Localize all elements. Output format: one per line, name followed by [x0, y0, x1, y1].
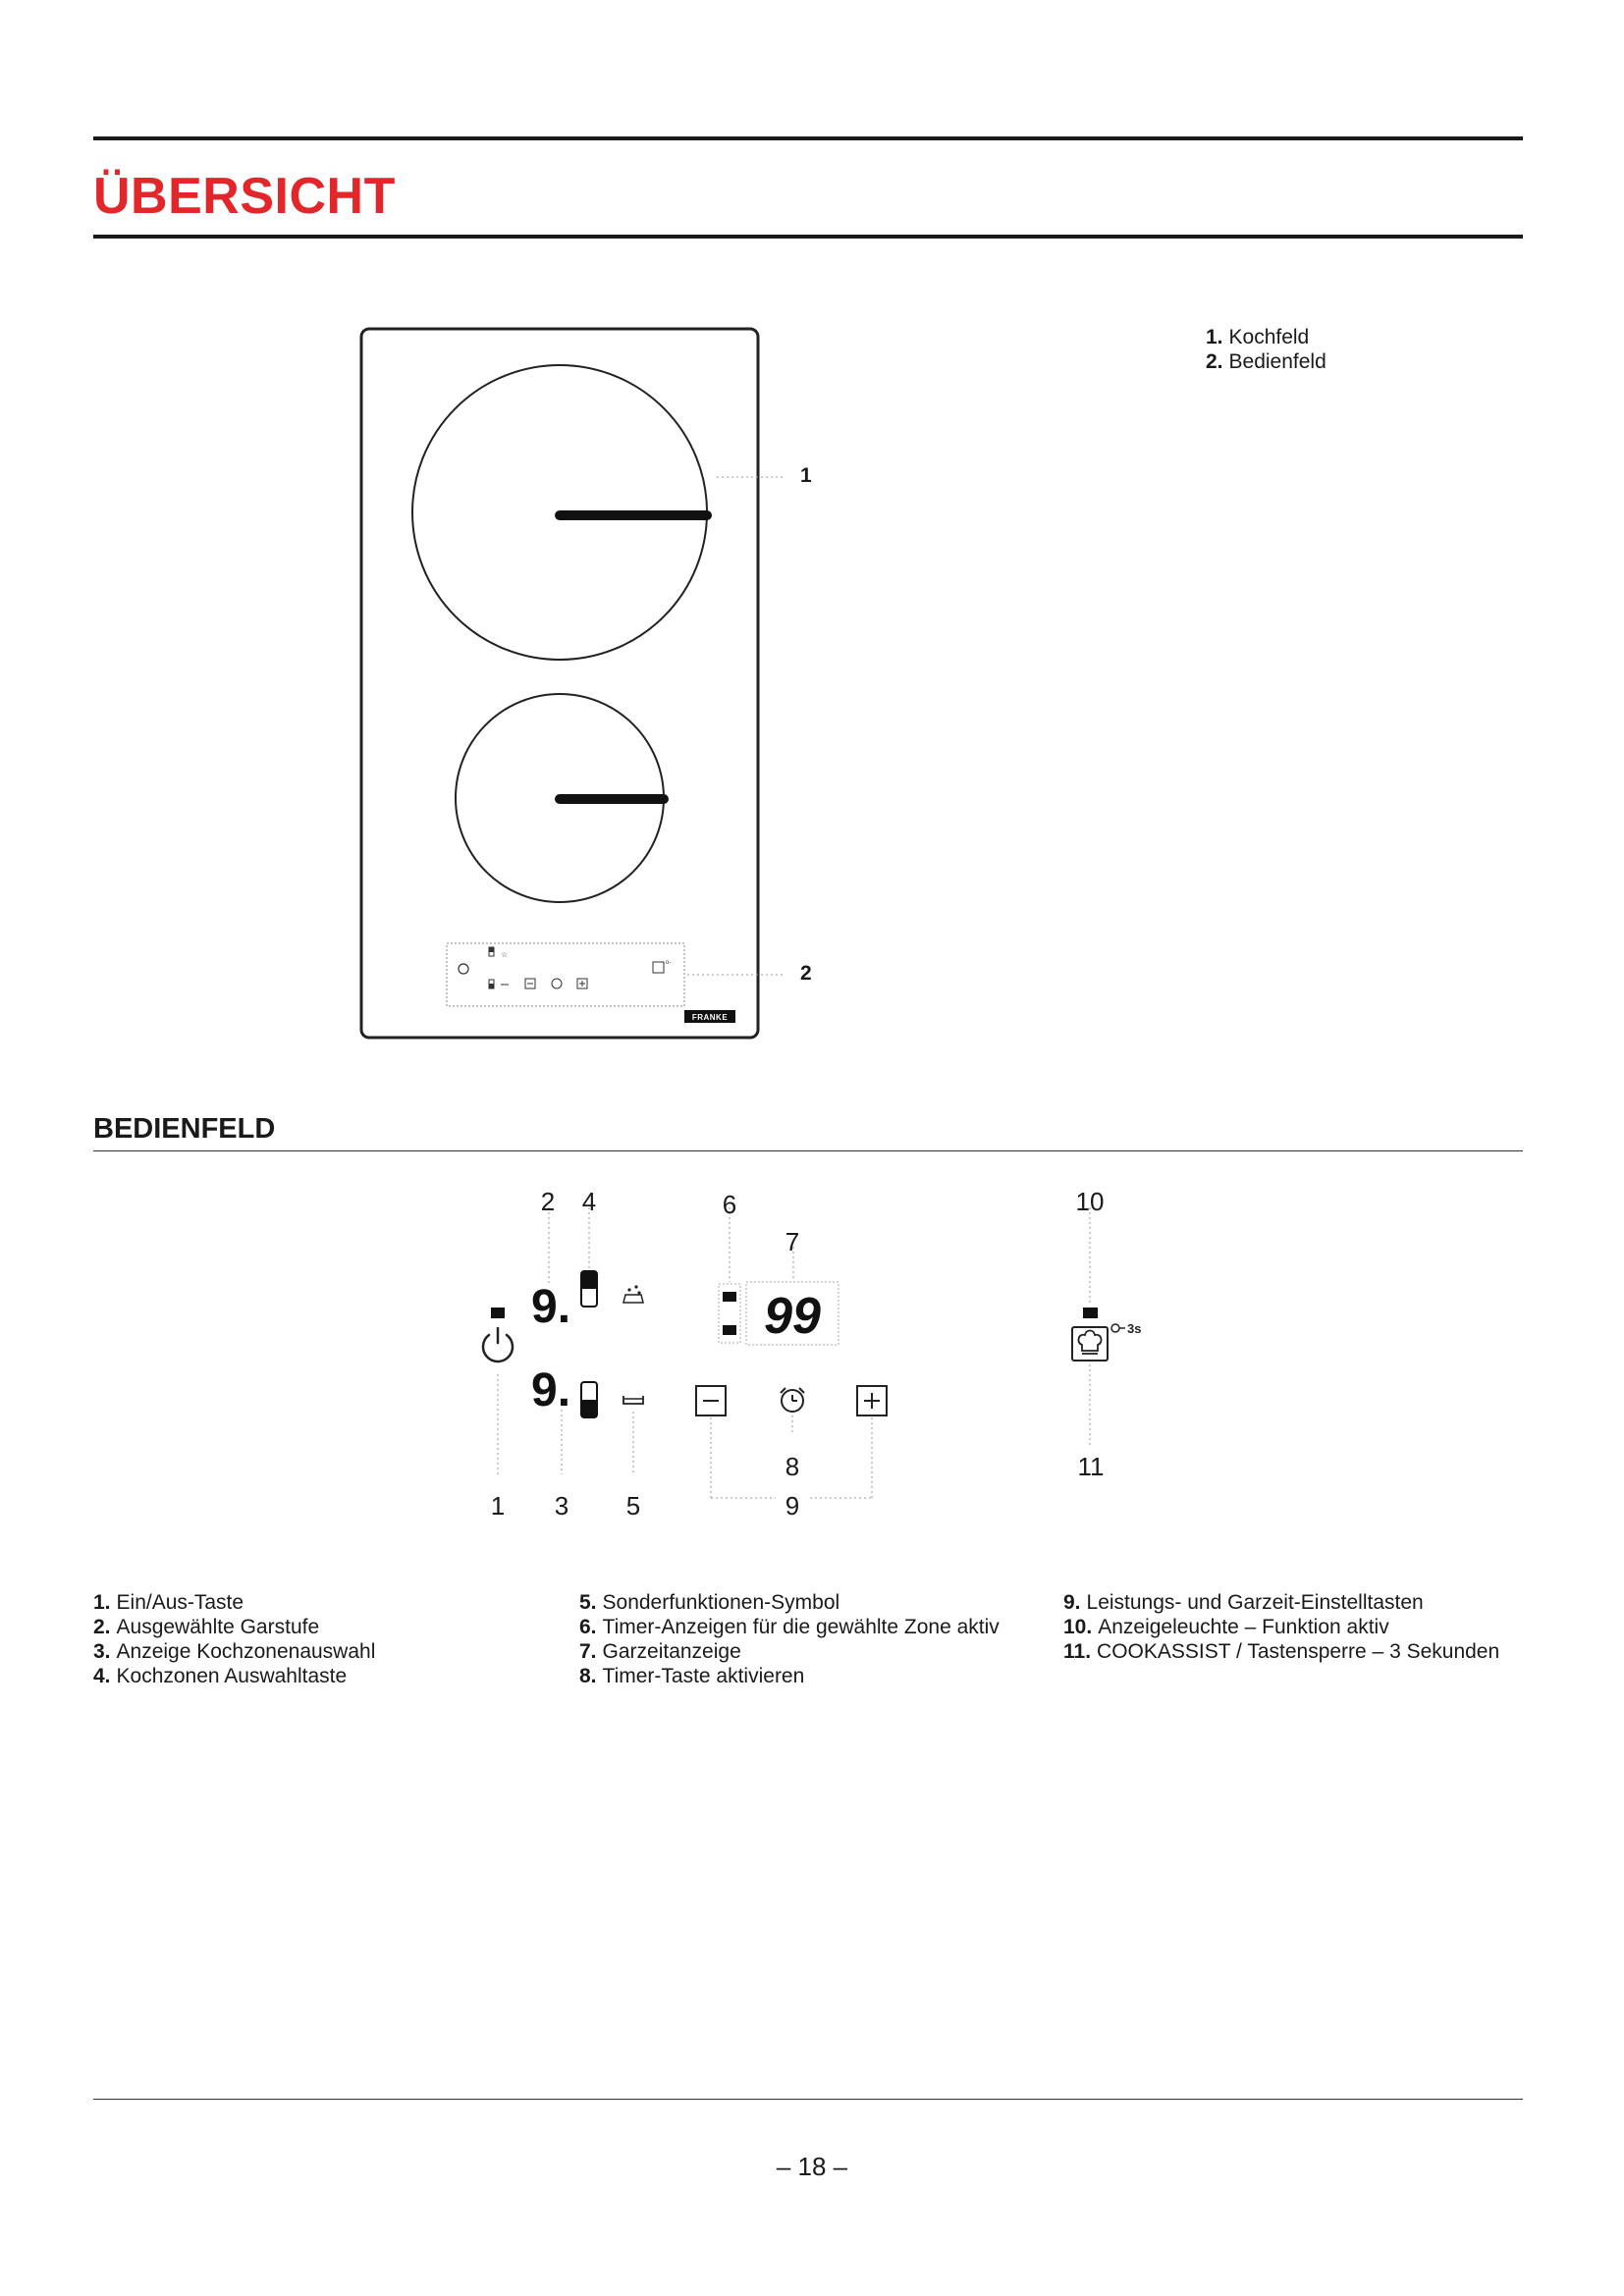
- legend-item: 4. Kochzonen Auswahltaste: [93, 1665, 348, 1687]
- mini-panel-outline: [447, 943, 684, 1006]
- legend-item: 2. Ausgewählte Garstufe: [93, 1616, 320, 1638]
- svg-text:o-: o-: [666, 960, 672, 966]
- top-rule: [93, 136, 1523, 140]
- cookassist-hold-time: 3s: [1127, 1321, 1142, 1336]
- label-number-1: 1: [490, 1491, 506, 1521]
- page-number: – 18 –: [776, 2152, 848, 2181]
- label-number-5: 5: [625, 1491, 641, 1521]
- key-lock-icon: [1111, 1324, 1125, 1332]
- label-number-8: 8: [785, 1452, 800, 1481]
- control-panel-diagram: [452, 1168, 1159, 1541]
- overview-legend: [1206, 325, 1326, 374]
- legend-item: 2. Bedienfeld: [1206, 350, 1326, 373]
- legend-item: 10. Anzeigeleuchte – Funktion aktiv: [1063, 1616, 1389, 1638]
- legend-item: 3. Anzeige Kochzonenauswahl: [93, 1640, 376, 1663]
- label-number-6: 6: [722, 1190, 737, 1219]
- legend-item: 8. Timer-Taste aktivieren: [579, 1665, 805, 1687]
- label-number-7: 7: [785, 1227, 800, 1256]
- control-legend-col2: [579, 1590, 1000, 1688]
- legend-item: 5. Sonderfunktionen-Symbol: [579, 1591, 840, 1614]
- label-number-9: 9: [785, 1491, 800, 1521]
- footer-rule: [93, 2099, 1523, 2100]
- section-title: BEDIENFELD: [93, 1113, 276, 1145]
- legend-item: 11. COOKASSIST / Tastensperre – 3 Sekunden: [1063, 1640, 1500, 1663]
- label-number-10: 10: [1075, 1187, 1105, 1216]
- title-underline: [93, 235, 1523, 239]
- cookassist-indicator-led: [1083, 1308, 1098, 1318]
- timer-display: 99: [764, 1288, 821, 1345]
- mini-timer-icon: [552, 979, 562, 988]
- label-number-2: 2: [540, 1187, 556, 1216]
- power-icon: [483, 1328, 513, 1362]
- legend-item: 7. Garzeitanzeige: [579, 1640, 741, 1663]
- page-title: ÜBERSICHT: [93, 168, 396, 225]
- mini-cookassist-key: [653, 962, 664, 973]
- mini-power-icon: [459, 964, 468, 974]
- special-function-icon-bottom: [623, 1396, 643, 1404]
- mini-special-icon-top: ☆: [501, 950, 509, 959]
- legend-item: 9. Leistungs- und Garzeit-Einstelltasten: [1063, 1591, 1424, 1614]
- callout-2: 2: [800, 962, 812, 985]
- timer-key-icon: [781, 1388, 804, 1412]
- timer-zone-led-top: [723, 1292, 736, 1302]
- section-underline: [93, 1150, 1523, 1151]
- cooktop-outline: [361, 329, 758, 1038]
- power-indicator-led: [491, 1308, 505, 1318]
- label-number-3: 3: [554, 1491, 569, 1521]
- control-legend-col3: [1063, 1590, 1499, 1664]
- label-number-11: 11: [1077, 1452, 1105, 1481]
- level-display-top: 9.: [531, 1281, 571, 1333]
- mini-indicator-bottom-fill: [489, 984, 494, 988]
- legend-item: 1. Kochfeld: [1206, 326, 1310, 348]
- callout-1: 1: [800, 464, 812, 487]
- chef-hat-icon: [1078, 1331, 1101, 1355]
- legend-item: 1. Ein/Aus-Taste: [93, 1591, 244, 1614]
- level-display-bottom: 9.: [531, 1364, 571, 1416]
- special-function-icon-top: [623, 1285, 643, 1303]
- cookassist-key: [1072, 1327, 1108, 1361]
- legend-item: 6. Timer-Anzeigen für die gewählte Zone aktiv: [579, 1616, 1000, 1638]
- timer-zone-led-bottom: [723, 1325, 736, 1335]
- brand-label: FRANKE: [691, 1013, 729, 1022]
- label-number-4: 4: [581, 1187, 597, 1216]
- mini-indicator-top-fill: [489, 947, 494, 952]
- control-legend-col1: [93, 1590, 375, 1688]
- cooktop-diagram: [353, 319, 825, 1050]
